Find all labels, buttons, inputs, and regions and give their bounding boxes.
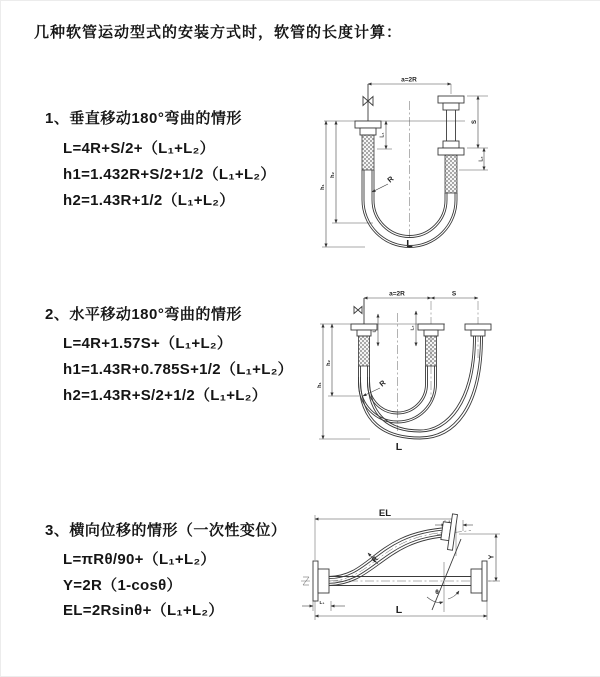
section-2-formula-h2: h2=1.43R+S/2+1/2（L₁+L₂） (63, 387, 268, 404)
d1-right-pipe (438, 96, 464, 193)
d3-label-Y: Y (488, 554, 496, 560)
section-1-heading: 1、垂直移动180°弯曲的情形 (45, 110, 242, 127)
diagram-vertical-180-bend (317, 75, 493, 259)
d1-label-L2: L₂ (478, 156, 485, 162)
d1-label-L1: L₁ (379, 132, 386, 138)
section-3-formula-EL: EL=2Rsinθ+（L₁+L₂） (63, 602, 224, 619)
d1-left-pipe (355, 84, 381, 170)
section-3-formula-Y: Y=2R（1-cosθ） (63, 577, 182, 594)
d3-label-EL: EL (378, 508, 392, 519)
d2-label-S: S (451, 290, 457, 298)
section-1-formula-L: L=4R+S/2+（L₁+L₂） (63, 140, 215, 157)
d1-label-S: S (472, 119, 478, 125)
section-2-heading: 2、水平移动180°弯曲的情形 (45, 306, 242, 323)
d2-label-L2: L₂ (410, 325, 416, 331)
section-3-heading: 3、横向位移的情形（一次性变位） (45, 522, 287, 539)
d2-label-h1: h₁ (317, 382, 323, 388)
d3-dimensions (302, 508, 500, 620)
d2-right-pipe (465, 324, 491, 336)
diagram-horizontal-180-bend (315, 289, 493, 455)
d2-label-L: L (395, 441, 403, 453)
d3-displaced-hose (329, 513, 457, 586)
section-3-formula-L: L=πRθ/90+（L₁+L₂） (63, 551, 216, 568)
d1-label-h2: h₂ (330, 172, 336, 178)
d3-label-theta: θ (435, 589, 439, 596)
d2-valve-icon (354, 307, 362, 314)
d2-label-h2: h₂ (326, 360, 332, 366)
d1-label-R: R (385, 174, 396, 185)
d3-label-L: L (395, 604, 403, 616)
d3-label-R: R (369, 554, 381, 565)
d2-hose-position-2 (358, 336, 482, 439)
d1-label-h1: h₁ (320, 184, 326, 190)
d2-middle-pipe (418, 324, 444, 366)
d3-displaced-flange (440, 513, 458, 550)
page-title: 几种软管运动型式的安装方式时，软管的长度计算： (34, 24, 403, 41)
d1-label-a2r: a=2R (401, 76, 417, 84)
d1-label-L: L (406, 238, 413, 250)
section-1-formula-h2: h2=1.43R+1/2（L₁+L₂） (63, 192, 235, 209)
section-2-formula-h1: h1=1.43R+0.785S+1/2（L₁+L₂） (63, 361, 293, 378)
section-2-formula-L: L=4R+1.57S+（L₁+L₂） (63, 335, 233, 352)
d2-label-R: R (377, 378, 388, 389)
section-1-formula-h1: h1=1.432R+S/2+1/2（L₁+L₂） (63, 166, 276, 183)
d2-label-a2r: a=2R (389, 290, 405, 298)
diagram-lateral-displacement (299, 504, 503, 646)
d3-label-L1: L₁ (319, 601, 325, 606)
